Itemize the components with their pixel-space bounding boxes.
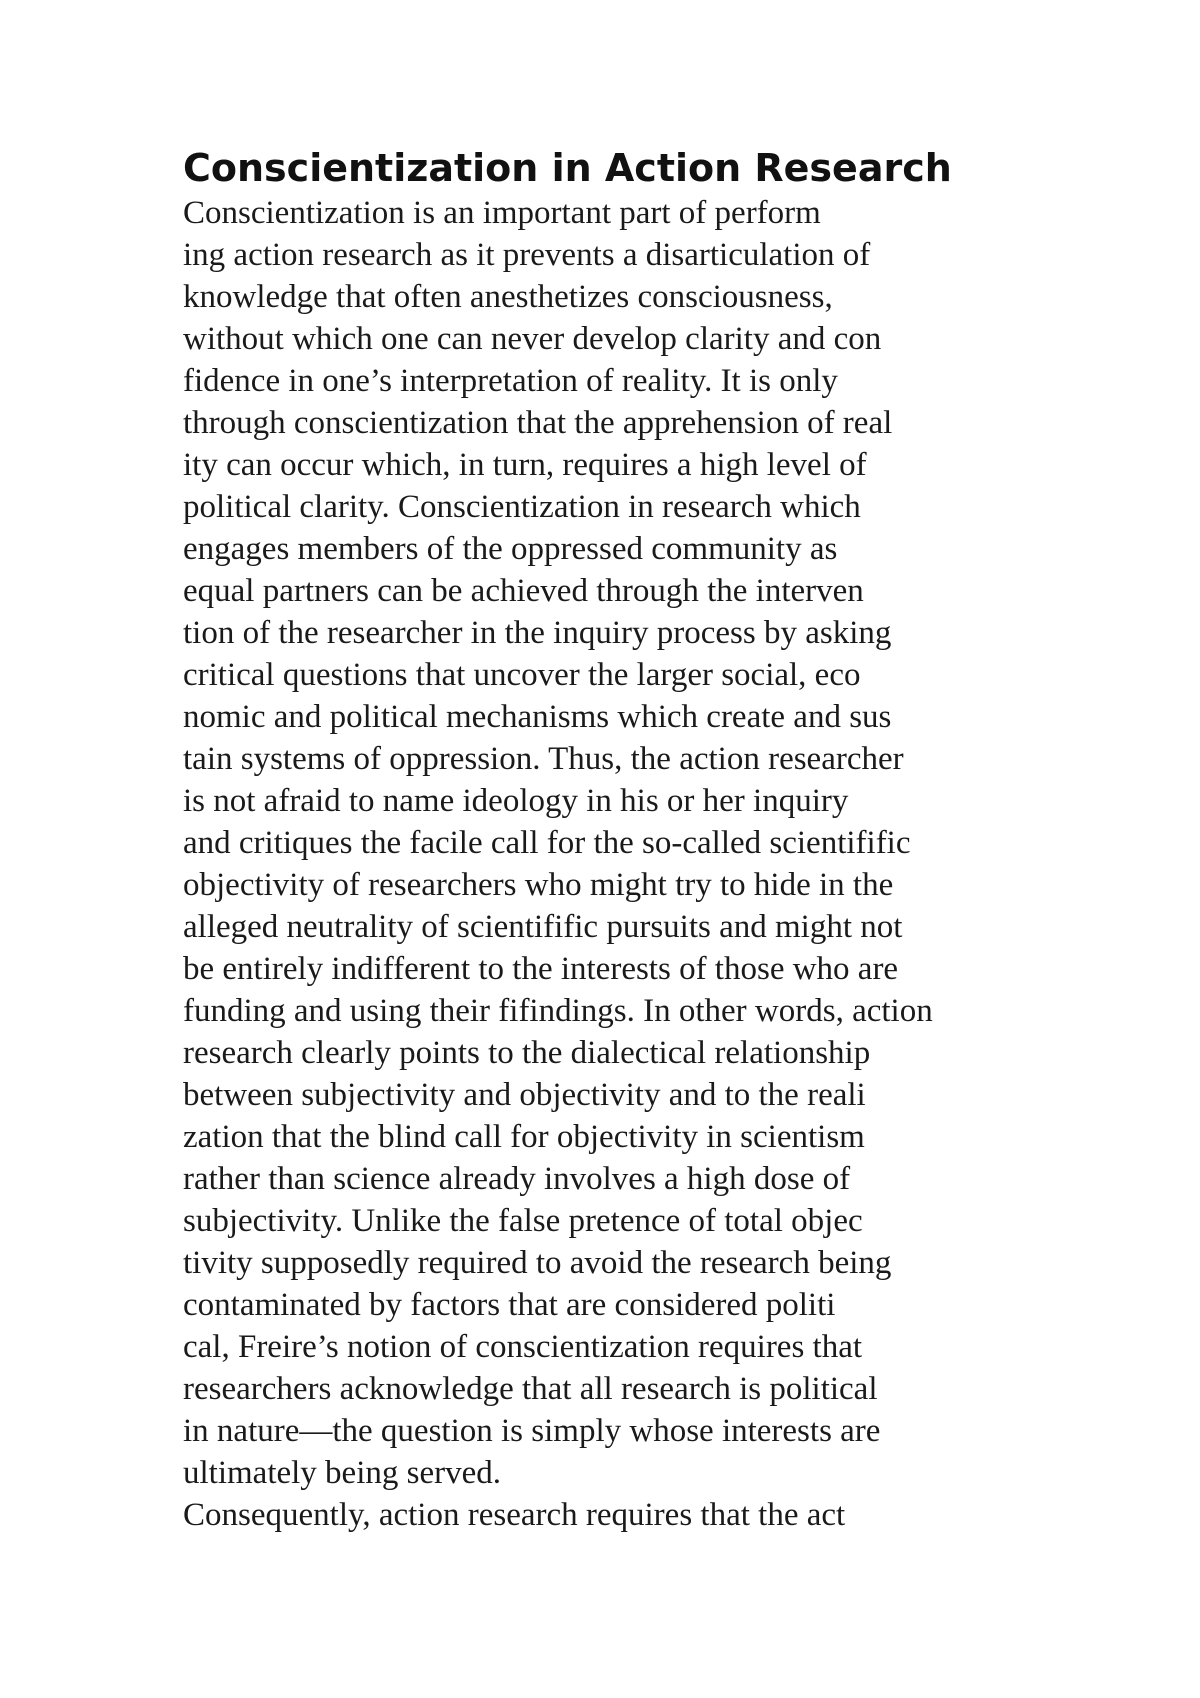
- document-content: [183, 144, 1083, 1536]
- text-line: nomic and political mechanisms which create and sus: [183, 699, 892, 735]
- text-line: political clarity. Conscientization in research which: [183, 489, 861, 525]
- text-line: subjectivity. Unlike the false pretence of total objec: [183, 1203, 863, 1239]
- text-line: fidence in one’s interpretation of reality. It is only: [183, 363, 838, 399]
- text-line: Conscientization is an important part of perform: [183, 195, 821, 231]
- text-line: in nature—the question is simply whose interests are: [183, 1413, 881, 1449]
- text-line: tain systems of oppression. Thus, the action researcher: [183, 741, 904, 777]
- text-line: objectivity of researchers who might try to hide in the: [183, 867, 894, 903]
- text-line: engages members of the oppressed community as: [183, 531, 838, 567]
- text-line: cal, Freire’s notion of conscientization requires that: [183, 1329, 863, 1365]
- text-line: Consequently, action research requires that the act: [183, 1497, 846, 1533]
- text-line: research clearly points to the dialectical relationship: [183, 1035, 871, 1071]
- text-line: researchers acknowledge that all research is political: [183, 1371, 878, 1407]
- text-line: ity can occur which, in turn, requires a high level of: [183, 447, 867, 483]
- text-line: critical questions that uncover the larger social, eco: [183, 657, 861, 693]
- text-line: be entirely indifferent to the interests of those who are: [183, 951, 899, 987]
- text-line: alleged neutrality of scientifific pursuits and might not: [183, 909, 903, 945]
- text-line: through conscientization that the apprehension of real: [183, 405, 893, 441]
- text-line: between subjectivity and objectivity and to the reali: [183, 1077, 866, 1113]
- text-line: contaminated by factors that are considered politi: [183, 1287, 836, 1323]
- text-line: equal partners can be achieved through the interven: [183, 573, 864, 609]
- text-line: ing action research as it prevents a disarticulation of: [183, 237, 871, 273]
- text-line: and critiques the facile call for the so-called scientifific: [183, 825, 911, 861]
- text-line: zation that the blind call for objectivity in scientism: [183, 1119, 865, 1155]
- text-line: knowledge that often anesthetizes consciousness,: [183, 279, 833, 315]
- text-line: tivity supposedly required to avoid the research being: [183, 1245, 892, 1281]
- text-line: ultimately being served.: [183, 1455, 501, 1491]
- text-line: tion of the researcher in the inquiry process by asking: [183, 615, 892, 651]
- document-title: Conscientization in Action Research: [183, 146, 952, 190]
- text-line: without which one can never develop clarity and con: [183, 321, 882, 357]
- text-line: funding and using their fifindings. In other words, action: [183, 993, 933, 1029]
- text-line: rather than science already involves a high dose of: [183, 1161, 851, 1197]
- text-line: is not afraid to name ideology in his or her inquiry: [183, 783, 849, 819]
- body-text: [183, 192, 1083, 1536]
